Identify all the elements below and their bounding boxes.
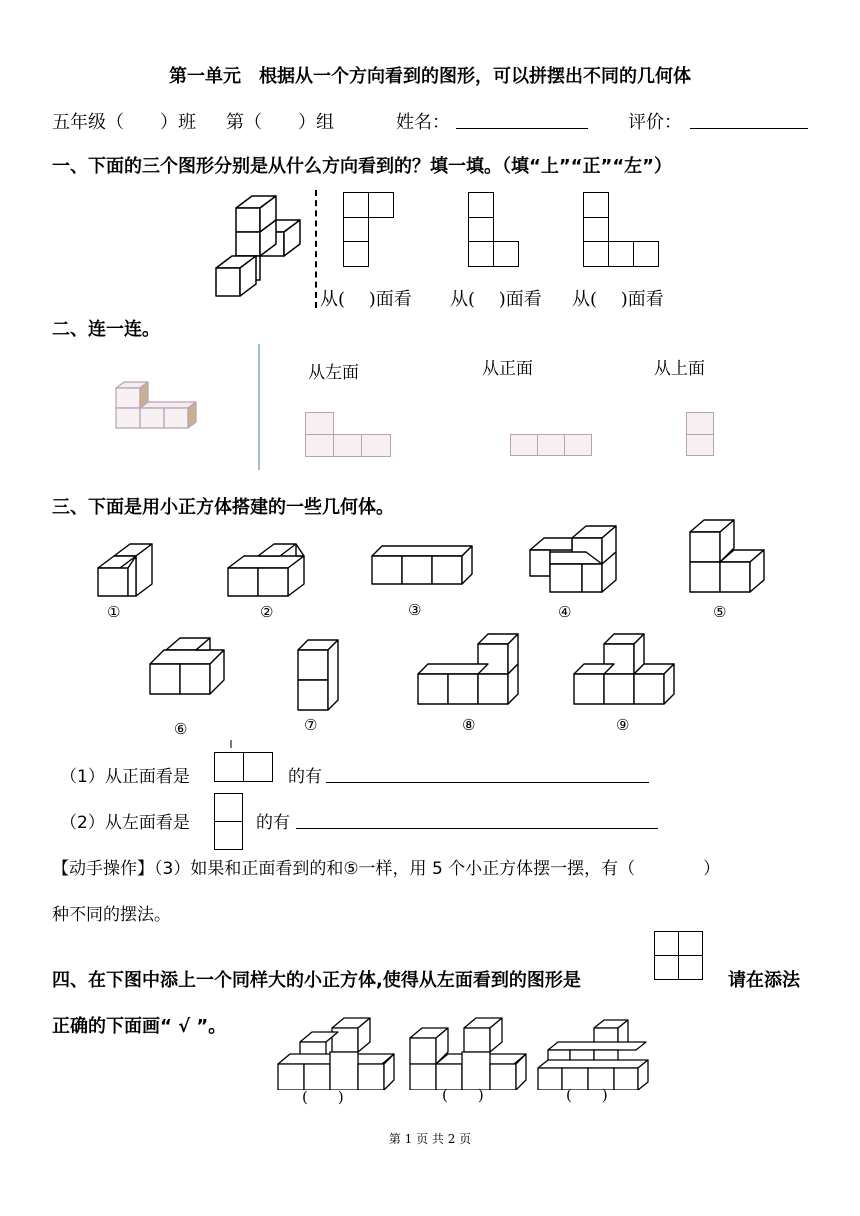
name-label: 姓名： [396,112,450,133]
shape-number-2: ② [260,603,274,621]
shape-number-9: ⑨ [616,716,630,734]
evaluation-field[interactable] [690,110,808,129]
label-top-view: 从上面 [654,359,705,379]
section3-heading: 三、下面是用小正方体搭建的一些几何体。 [52,497,394,518]
section2-heading: 二、连一连。 [52,319,160,340]
section3-shapes [0,510,860,750]
question2-suffix: 的有 [256,813,290,833]
section4-heading-suffix: 请在添法 [728,970,800,991]
question1-prefix: （1）从正面看是 [60,767,190,787]
answer-bracket-3[interactable]: ( ) [566,1086,608,1104]
question1-suffix: 的有 [288,767,322,787]
shape-number-7: ⑦ [304,716,318,734]
section4-heading-cont: 正确的下面画“ √ ”。 [52,1016,227,1037]
question1-answer-line[interactable] [326,766,649,783]
grade-class-label: 五年级（ ）班 [52,112,196,133]
answer-bracket-2[interactable]: ( ) [442,1086,484,1104]
shape-number-6: ⑥ [174,720,188,738]
name-field[interactable] [456,110,588,129]
group-label: 第（ ）组 [226,112,334,133]
section1-heading: 一、下面的三个图形分别是从什么方向看到的？填一填。（填“上”“正”“左”） [52,156,672,177]
section2-divider [258,344,260,470]
shape-number-4: ④ [558,603,572,621]
section1-cube-stack [200,186,320,306]
question3-text-cont: 种不同的摆法。 [52,905,171,925]
answer-bracket-1[interactable]: ( ) [302,1088,344,1106]
section2-cube-shape [112,378,208,434]
question2-prefix: （2）从左面看是 [60,813,190,833]
section1-divider [315,190,317,308]
label-left-view: 从左面 [308,363,359,383]
label-front-view: 从正面 [482,359,533,379]
section4-heading: 四、在下图中添上一个同样大的小正方体,使得从左面看到的图形是 [52,970,581,991]
view1-label: 从( )面看 [320,289,412,310]
question2-answer-line[interactable] [296,812,658,829]
view2-label: 从( )面看 [450,289,542,310]
page-footer: 第 1 页 共 2 页 [388,1132,472,1146]
view3-label: 从( )面看 [572,289,664,310]
shape-number-1: ① [107,603,121,621]
shape-number-5: ⑤ [713,603,727,621]
evaluation-label: 评价： [628,112,682,133]
question3-text: 【动手操作】（3）如果和正面看到的和⑤一样，用 5 个小正方体摆一摆，有（ ） [52,859,721,879]
shape-number-8: ⑧ [462,716,476,734]
section4-shapes [270,1010,660,1090]
shape-number-3: ③ [408,601,422,619]
page-title: 第一单元 根据从一个方向看到的图形，可以拼摆出不同的几何体 [169,66,691,87]
small-mark [230,740,232,748]
